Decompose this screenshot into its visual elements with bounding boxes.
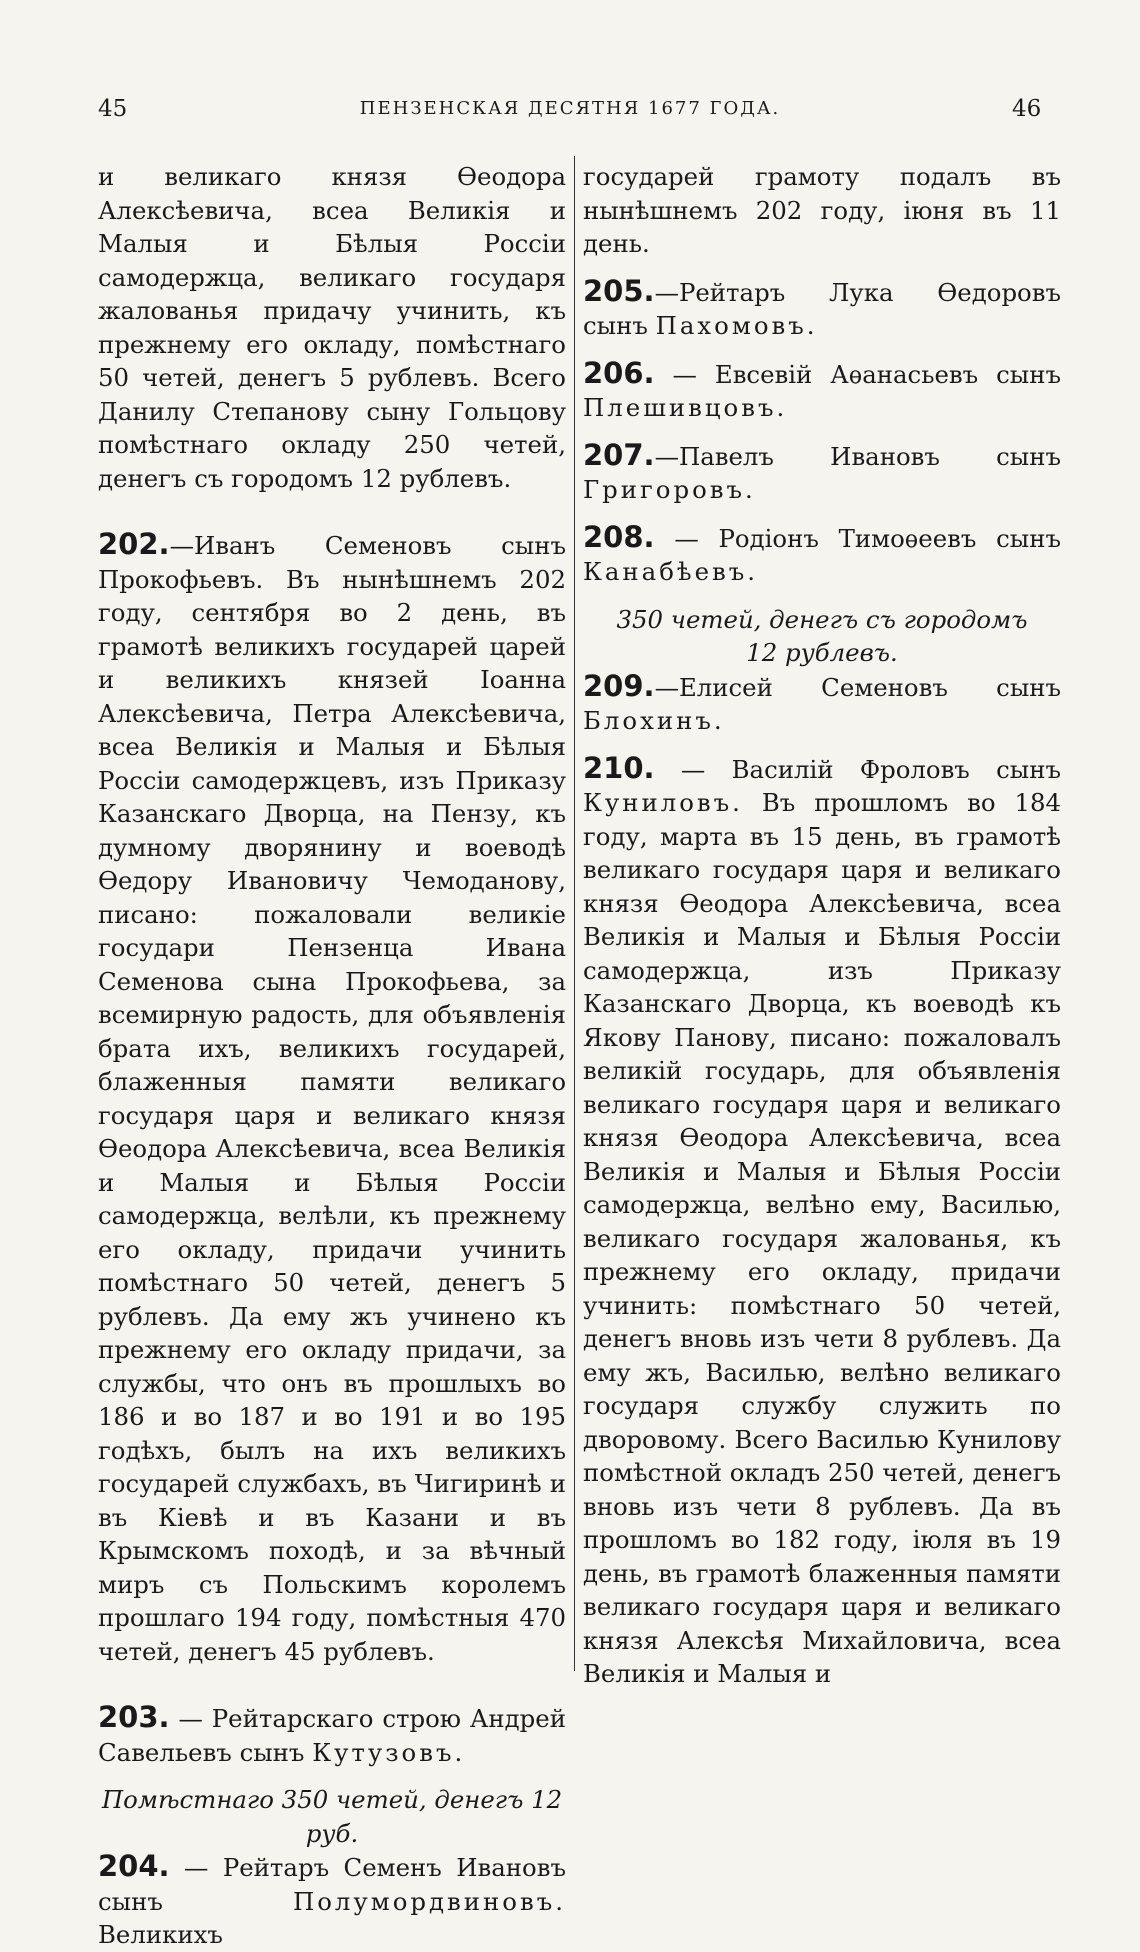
entry-203 (98, 1701, 566, 1769)
entry-surname: Куниловъ. (583, 788, 743, 817)
column-divider (574, 156, 575, 1671)
entry-number: 204. (98, 1849, 170, 1883)
entry-205 (583, 275, 1061, 343)
entry-number: 206. (583, 355, 655, 390)
entry-number: 210. (583, 750, 655, 785)
entry-text: —Елисей Семеновъ сынъ (654, 672, 1061, 702)
page-header (0, 96, 1140, 136)
entry-surname: Кутузовъ. (312, 1737, 466, 1767)
entry-208 (583, 521, 1061, 589)
page-number-right: 46 (1012, 96, 1042, 122)
entry-210 (583, 752, 1061, 1691)
entry-text: — Рейтарскаго строю Андрей Савельевъ сынъ (98, 1704, 566, 1767)
entry-surname: Блохинъ. (583, 706, 725, 735)
entry-text: — Рейтаръ Семенъ Ивановъ сынъ (98, 1853, 566, 1916)
entry-text: —Павелъ Ивановъ сынъ (654, 441, 1061, 471)
entry-number: 207. (583, 437, 655, 472)
continued-paragraph: и великаго князя Ѳеодора Алексѣевича, всеа Великія и Малыя и Бѣлыя Россіи самодержца, великаго государя жалованья придачу учинить, къ прежнему его окладу, помѣстнаго 50 четей, денегъ 5 рублевъ. Всего Данилу Степанову сыну Гольцову помѣстнаго окладу 250 четей, денегъ съ городомъ 12 рублевъ. (98, 162, 566, 493)
estate-note-line2: 12 рублевъ. (746, 638, 898, 667)
entry-text: — Василій Фроловъ сынъ (654, 754, 1061, 784)
entry-text-tail: Великихъ (98, 1920, 223, 1949)
right-column (583, 160, 1061, 1691)
entry-surname: Полумордвиновъ. (292, 1886, 566, 1916)
entry-surname: Григоровъ. (583, 475, 756, 504)
entry-207 (583, 439, 1061, 507)
entry-number: 205. (583, 273, 655, 308)
entry-number: 209. (583, 668, 655, 703)
entry-number: 202. (98, 527, 170, 561)
entry-surname: Канабѣевъ. (583, 557, 759, 586)
entry-number: 208. (583, 519, 655, 554)
entry-text: —Рейтаръ Лука Ѳедоровъ сынъ (583, 277, 1061, 340)
continued-paragraph: государей грамоту подалъ въ нынѣшнемъ 202 году, іюня въ 11 день. (583, 162, 1061, 258)
entry-text: —Иванъ Семеновъ сынъ Прокофьевъ. Въ нынѣшнемъ 202 году, сентября во 2 день, въ грамотѣ великихъ государей царей и великихъ князей Іоанна Алексѣевича, Петра Алексѣевича, всеа Великія и Малыя и Бѣлыя Россіи самодержцевъ, изъ Приказу Казанскаго Дворца, на Пензу, къ думному дворянину и воеводѣ Ѳедору Ивановичу Чемоданову, писано: пожаловали великіе государи Пензенца Ивана Семенова сына Прокофьева, за всемирную радость, для объявленія брата ихъ, великихъ государей, блаженныя памяти великаго государя царя и великаго князя Ѳеодора Алексѣевича, всеа Великія и Малыя и Бѣлыя Россіи самодержца, велѣли, къ прежнему его окладу, придачи учинить помѣстнаго 50 четей, денегъ 5 рублевъ. Да ему жъ учинено къ прежнему его окладу придачи, за службы, что онъ въ прошлыхъ во 186 и во 187 и во 191 и во 195 годѣхъ, былъ на ихъ великихъ государей службахъ, въ Чигиринѣ и въ Кіевѣ и въ Казани и въ Крымскомъ походѣ, и за вѣчный миръ съ Польскимъ королемъ прошлаго 194 году, помѣстныя 470 четей, денегъ 45 рублевъ. (98, 531, 566, 1666)
estate-note: 350 четей, денегъ съ городомъ (616, 604, 1028, 634)
entry-204 (98, 1850, 566, 1952)
estate-note: Помѣстнаго 350 четей, денегъ 12 руб. (101, 1785, 563, 1848)
running-title: ПЕНЗЕНСКАЯ ДЕСЯТНЯ 1677 ГОДА. (359, 98, 781, 119)
entry-body: Въ прошломъ во 184 году, марта въ 15 день, въ грамотѣ великаго государя царя и великаго князя Ѳеодора Алексѣевича, всеа Великія и Малыя и Бѣлыя Россіи самодержца, изъ Приказу Казанскаго Дворца, къ воеводѣ къ Якову Панову, писано: пожаловалъ великій государь, для объявленія великаго государя царя и великаго князя Ѳеодора Алексѣевича, всеа Великія и Малыя и Бѣлыя Россіи самодержца, велѣно ему, Василью, великаго государя жалованья, къ прежнему его окладу, придачи учинить: помѣстнаго 50 четей, денегъ вновь изъ чети 8 рублевъ. Да ему жъ, Василью, велѣно великаго государя службу служить по дворовому. Всего Василью Кунилову помѣстной окладъ 250 четей, денегъ вновь изъ чети 8 рублевъ. Да въ прошломъ во 182 году, іюля въ 19 день, въ грамотѣ блаженныя памяти великаго государя царя и великаго князя Алексѣя Михайловича, всеа Великія и Малыя и (583, 788, 1061, 1688)
entry-text: — Евсевій Аѳанасьевъ сынъ (654, 359, 1061, 389)
entry-surname: Плешивцовъ. (583, 393, 788, 422)
page-number-left: 45 (98, 96, 128, 122)
left-column (98, 160, 566, 1952)
entry-209 (583, 670, 1061, 738)
entry-206 (583, 357, 1061, 425)
entry-surname: Пахомовъ. (655, 311, 818, 340)
entry-text: — Родіонъ Тимоѳеевъ сынъ (654, 523, 1061, 553)
entry-202 (98, 528, 566, 1668)
entry-number: 203. (98, 1700, 170, 1734)
